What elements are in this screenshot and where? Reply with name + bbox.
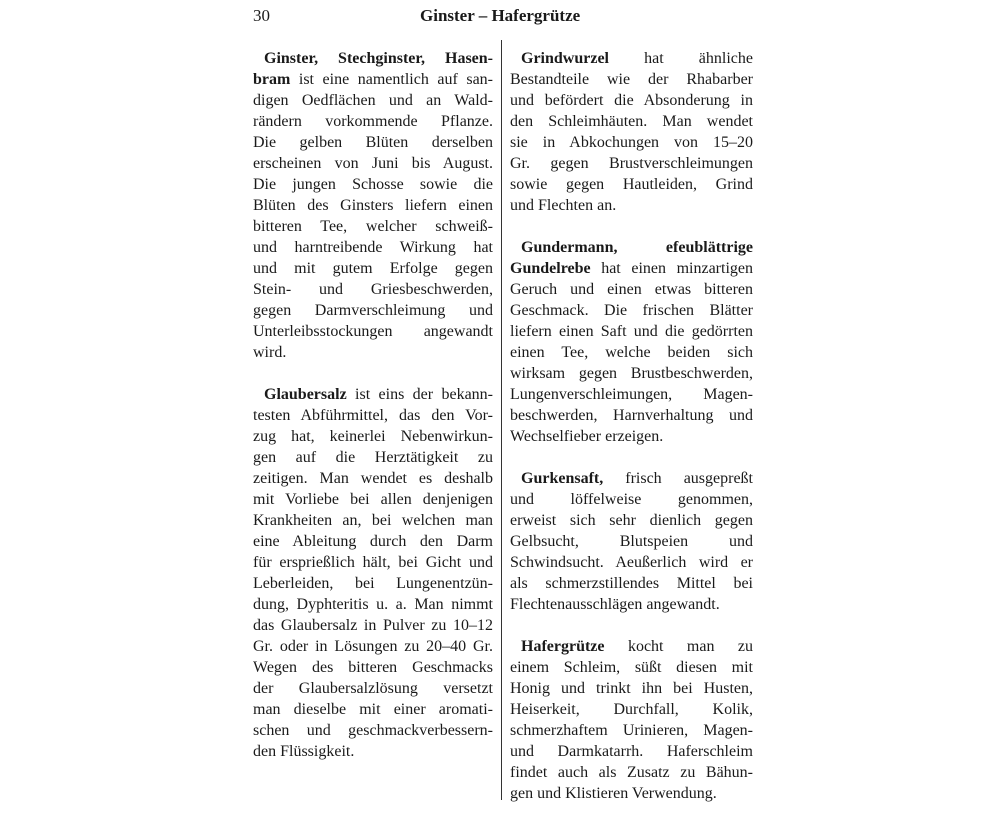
entry-text: liefern einen Saft und die gedörrten (510, 323, 753, 340)
entry-line (253, 174, 493, 195)
entry-line (253, 510, 493, 531)
entry-line (253, 720, 493, 741)
entry-text: für ersprießlich hält, bei Gicht und (253, 554, 493, 571)
entry-text: Flechtenausschlägen angewandt. (510, 596, 720, 613)
entry-text: hat ähnliche (644, 50, 753, 67)
entry-text: den Schleimhäuten. Man wendet (510, 113, 753, 130)
entry-gurkensaft (510, 468, 753, 615)
entry-text: Gelbsucht, Blutspeien und (510, 533, 753, 550)
entry-text: Gr. gegen Brustverschleimungen (510, 155, 753, 172)
entry-text: ist eins der bekann- (355, 386, 493, 403)
entry-text: rändern vorkommende Pflanze. (253, 113, 493, 130)
entry-line (253, 384, 493, 405)
entry-line (253, 447, 493, 468)
entry-text: einen Tee, welche beiden sich (510, 344, 753, 361)
entry-text: Blüten des Ginsters liefern einen (253, 197, 493, 214)
entry-line (510, 531, 753, 552)
entry-text: der Glaubersalzlösung versetzt (253, 680, 493, 697)
column-divider (501, 40, 502, 800)
entry-text: Schwindsucht. Aeußerlich wird er (510, 554, 753, 571)
entry-headword: Grindwurzel (521, 50, 609, 67)
entry-text: erweist sich sehr dienlich gegen (510, 512, 753, 529)
entry-text: testen Abführmittel, das den Vor- (253, 407, 493, 424)
entry-text: Stein- und Griesbeschwerden, (253, 281, 493, 298)
entry-line (253, 657, 493, 678)
entry-line (510, 258, 753, 279)
entry-line (253, 552, 493, 573)
entry-line (510, 594, 753, 615)
entry-text: Wechselfieber erzeigen. (510, 428, 664, 445)
entry-line (510, 552, 753, 573)
entry-text: dung, Dyphteritis u. a. Man nimmt (253, 596, 493, 613)
entry-line (510, 279, 753, 300)
entry-line (510, 300, 753, 321)
entry-text: und löffelweise genommen, (510, 491, 753, 508)
entry-text: einem Schleim, süßt diesen mit (510, 659, 753, 676)
entry-line (510, 363, 753, 384)
entry-text: zug hat, keinerlei Nebenwirkun- (253, 428, 493, 445)
entry-line (253, 321, 493, 342)
entry-line (253, 489, 493, 510)
entry-text: Krankheiten an, bei welchen man (253, 512, 493, 529)
entry-line (510, 636, 753, 657)
entry-text: Honig und trinkt ihn bei Husten, (510, 680, 753, 697)
entry-headword: Hafergrütze (521, 638, 605, 655)
entry-line (510, 657, 753, 678)
entry-text: das Glaubersalz in Pulver zu 10–12 (253, 617, 493, 634)
entry-line (510, 426, 753, 447)
entry-text: wirksam gegen Brustbeschwerden, (510, 365, 753, 382)
entry-line (510, 783, 753, 804)
entry-text: Bestandteile wie der Rhabarber (510, 71, 753, 88)
running-head: Ginster – Hafergrütze (420, 6, 581, 25)
entry-line (510, 678, 753, 699)
entry-line (510, 237, 753, 258)
entry-text: mit Vorliebe bei allen denjenigen (253, 491, 493, 508)
entry-line (253, 678, 493, 699)
entry-line (510, 762, 753, 783)
entry-line (510, 573, 753, 594)
entry-text: frisch ausgepreßt (625, 470, 753, 487)
entry-line (253, 741, 493, 762)
entry-text: den Flüssigkeit. (253, 743, 355, 760)
left-column (253, 48, 493, 783)
entry-line (510, 489, 753, 510)
entry-headword-cont: Gundelrebe (510, 260, 591, 277)
entry-line (253, 90, 493, 111)
entry-line (253, 69, 493, 90)
entry-line (253, 531, 493, 552)
entry-glaubersalz (253, 384, 493, 762)
entry-text: und Flechten an. (510, 197, 617, 214)
right-column (510, 48, 753, 825)
entry-line (253, 594, 493, 615)
entry-line (510, 48, 753, 69)
entry-line (510, 153, 753, 174)
entry-line (510, 90, 753, 111)
entry-line (253, 699, 493, 720)
entry-line (253, 426, 493, 447)
entry-line (253, 405, 493, 426)
entry-text: man dieselbe mit einer aromati- (253, 701, 493, 718)
entry-text: Heiserkeit, Durchfall, Kolik, (510, 701, 753, 718)
entry-line (510, 195, 753, 216)
entry-line (510, 468, 753, 489)
page-number: 30 (253, 6, 270, 25)
entry-text: hat einen minzartigen (601, 260, 753, 277)
entry-text: zeitigen. Man wendet es deshalb (253, 470, 493, 487)
entry-text: Leberleiden, bei Lungenentzün- (253, 575, 493, 592)
entry-text: bitteren Tee, welcher schweiß- (253, 218, 493, 235)
entry-line (510, 69, 753, 90)
entry-text: schen und geschmackverbessern- (253, 722, 493, 739)
entry-line (510, 132, 753, 153)
entry-line (253, 615, 493, 636)
entry-line (510, 720, 753, 741)
entry-line (253, 636, 493, 657)
entry-headword-cont: bram (253, 71, 291, 88)
entry-text: gen und Klistieren Verwendung. (510, 785, 717, 802)
entry-text: Geschmack. Die frischen Blätter (510, 302, 753, 319)
entry-headword: Ginster, Stechginster, Hasen- (264, 50, 493, 67)
entry-line (510, 510, 753, 531)
entry-text: sie in Abkochungen von 15–20 (510, 134, 753, 151)
entry-text: Wegen des bitteren Geschmacks (253, 659, 493, 676)
entry-line (253, 237, 493, 258)
entry-line (253, 195, 493, 216)
entry-gundermann (510, 237, 753, 447)
entry-line (510, 741, 753, 762)
entry-text: eine Ableitung durch den Darm (253, 533, 493, 550)
entry-text: beschwerden, Harnverhaltung und (510, 407, 753, 424)
entry-headword: Glaubersalz (264, 386, 347, 403)
entry-line (253, 342, 493, 363)
entry-text: Unterleibsstockungen angewandt (253, 323, 493, 340)
entry-text: Gr. oder in Lösungen zu 20–40 Gr. (253, 638, 493, 655)
entry-line (253, 300, 493, 321)
entry-ginster (253, 48, 493, 363)
entry-line (253, 111, 493, 132)
entry-text: und Darmkatarrh. Haferschleim (510, 743, 753, 760)
entry-line (510, 699, 753, 720)
entry-line (510, 405, 753, 426)
entry-line (510, 321, 753, 342)
entry-headword: Gurkensaft, (521, 470, 604, 487)
entry-line (253, 216, 493, 237)
entry-text: und harntreibende Wirkung hat (253, 239, 493, 256)
entry-text: Die gelben Blüten derselben (253, 134, 493, 151)
entry-line (510, 174, 753, 195)
entry-text: findet auch als Zusatz zu Bähun- (510, 764, 753, 781)
entry-text: wird. (253, 344, 287, 361)
entry-line (253, 468, 493, 489)
entry-line (253, 279, 493, 300)
entry-text: erscheinen von Juni bis August. (253, 155, 493, 172)
entry-line (253, 573, 493, 594)
entry-line (253, 258, 493, 279)
entry-text: kocht man zu (627, 638, 754, 655)
entry-line (253, 132, 493, 153)
entry-line (253, 153, 493, 174)
entry-text: schmerzhaftem Urinieren, Magen- (510, 722, 753, 739)
entry-text: Geruch und einen etwas bitteren (510, 281, 753, 298)
entry-text: und mit gutem Erfolge gegen (253, 260, 493, 277)
entry-line (510, 384, 753, 405)
entry-text: als schmerzstillendes Mittel bei (510, 575, 753, 592)
entry-text: und befördert die Absonderung in (510, 92, 753, 109)
entry-line (510, 111, 753, 132)
entry-text: Die jungen Schosse sowie die (253, 176, 493, 193)
entry-text: ist eine namentlich auf san- (298, 71, 493, 88)
entry-text: gegen Darmverschleimung und (253, 302, 493, 319)
entry-text: gen auf die Herztätigkeit zu (253, 449, 493, 466)
entry-text: digen Oedflächen und an Wald- (253, 92, 493, 109)
entry-line (510, 342, 753, 363)
entry-headword: Gundermann, efeublättrige (521, 239, 753, 256)
entry-text: Lungenverschleimungen, Magen- (510, 386, 753, 403)
entry-text: sowie gegen Hautleiden, Grind (510, 176, 753, 193)
entry-grindwurzel (510, 48, 753, 216)
entry-line (253, 48, 493, 69)
entry-hafergruetze (510, 636, 753, 804)
